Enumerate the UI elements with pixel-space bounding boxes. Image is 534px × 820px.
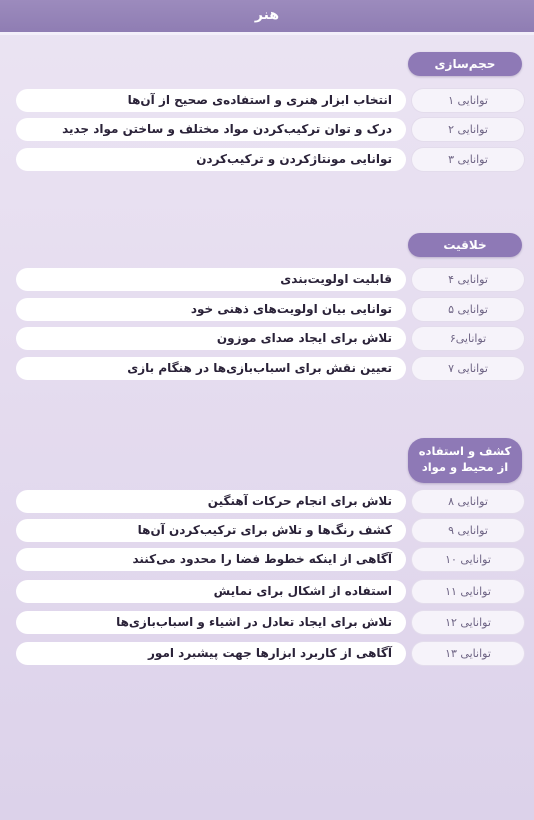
ability-row-9 [8,519,524,542]
ability-text: تلاش برای انجام حرکات آهنگین [16,490,406,513]
ability-text: تلاش برای ایجاد صدای موزون [16,327,406,350]
ability-label: توانایی ۴ [412,268,524,291]
page-title: هنر [254,7,280,23]
ability-row-12 [8,611,524,634]
ability-row-10 [8,548,524,571]
ability-text: تلاش برای ایجاد تعادل در اشیاء و اسباب‌بازی‌ها [16,611,406,634]
ability-text: تعیین نقش برای اسباب‌بازی‌ها در هنگام بازی [16,357,406,380]
ability-row-5 [8,298,524,321]
section-tag-creativity: خلاقیت [408,233,522,257]
ability-label: توانایی ۱۰ [412,548,524,571]
ability-text: کشف رنگ‌ها و تلاش برای ترکیب‌کردن آن‌ها [16,519,406,542]
ability-row-11 [8,580,524,603]
ability-text: توانایی مونتاژکردن و ترکیب‌کردن [16,148,406,171]
section-tag-line-1: کشف و استفاده [418,444,512,458]
ability-row-4 [8,268,524,291]
ability-text: قابلیت اولویت‌بندی [16,268,406,291]
ability-row-2 [8,118,524,141]
ability-row-6 [8,327,524,350]
ability-label: توانایی۶ [412,327,524,350]
ability-label: توانایی ۵ [412,298,524,321]
ability-text: توانایی بیان اولویت‌های ذهنی خود [16,298,406,321]
ability-row-7 [8,357,524,380]
section-tag-line-2: از محیط و مواد [421,460,509,474]
section-tag-discovery [408,438,522,483]
page-header [0,0,534,35]
ability-row-8 [8,490,524,513]
ability-label: توانایی ۱۳ [412,642,524,665]
section-tag-volume-making: حجم‌سازی [408,52,522,76]
ability-text: استفاده از اشکال برای نمایش [16,580,406,603]
ability-row-3 [8,148,524,171]
ability-text: انتخاب ابزار هنری و استفاده‌ی صحیح از آن‌ها [16,89,406,112]
ability-label: توانایی ۸ [412,490,524,513]
ability-label: توانایی ۳ [412,148,524,171]
ability-label: توانایی ۱ [412,89,524,112]
ability-label: توانایی ۲ [412,118,524,141]
ability-text: آگاهی از اینکه خطوط فضا را محدود می‌کنند [16,548,406,571]
ability-label: توانایی ۷ [412,357,524,380]
ability-label: توانایی ۹ [412,519,524,542]
ability-text: درک و توان ترکیب‌کردن مواد مختلف و ساختن مواد جدید [16,118,406,141]
ability-text: آگاهی از کاربرد ابزارها جهت پیشبرد امور [16,642,406,665]
ability-row-1 [8,89,524,112]
ability-label: توانایی ۱۱ [412,580,524,603]
ability-row-13 [8,642,524,665]
ability-label: توانایی ۱۲ [412,611,524,634]
